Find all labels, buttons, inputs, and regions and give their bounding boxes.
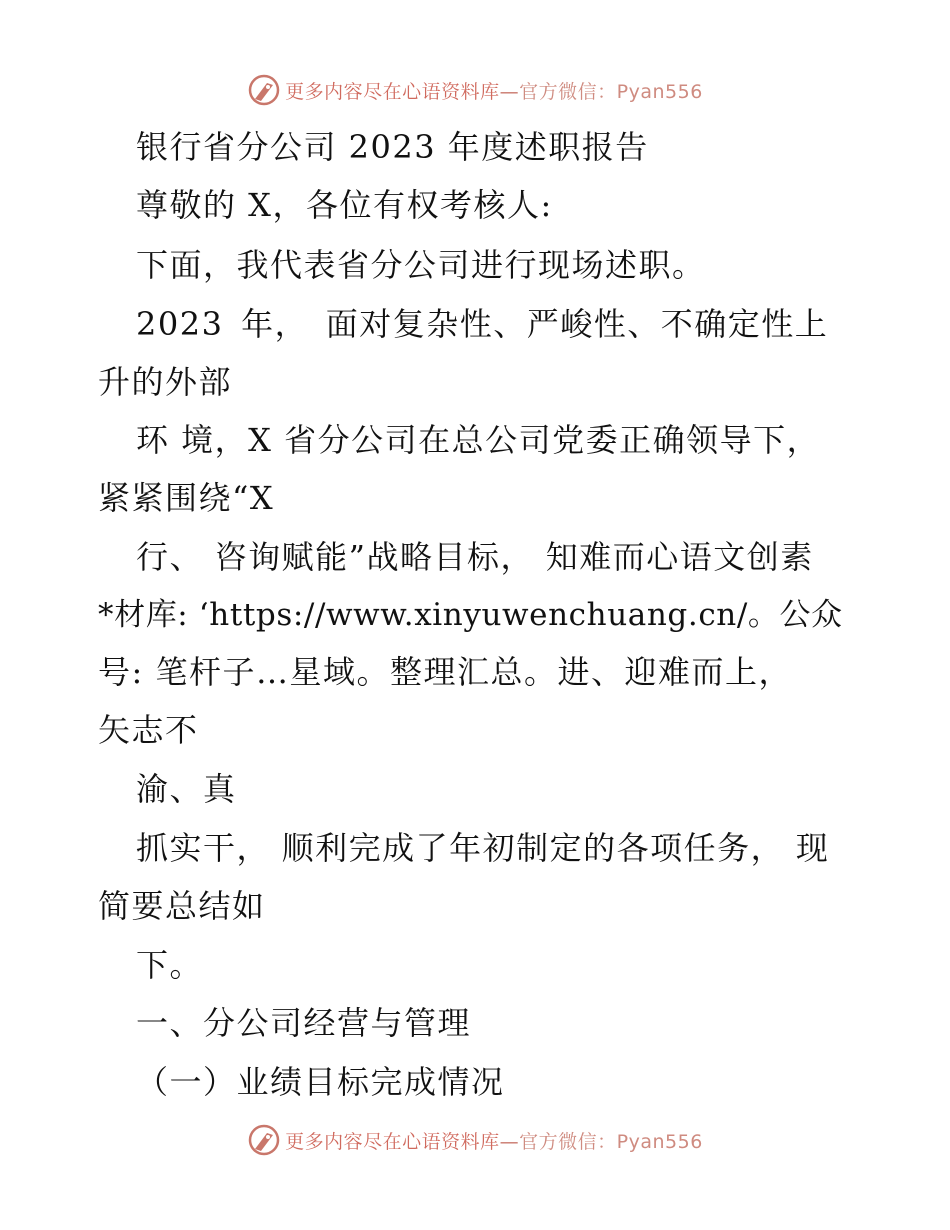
paragraph-line: 渝、真: [136, 770, 237, 808]
paragraph-line: 升的外部: [98, 363, 233, 401]
watermark-brand: 更多内容尽在心语资料库: [285, 80, 500, 103]
paragraph-line: 行、 咨询赋能”战略目标， 知难而心语文创素: [136, 538, 814, 576]
subsection-heading: （一）业绩目标完成情况: [136, 1063, 505, 1101]
section-heading: 一、分公司经营与管理: [136, 1004, 472, 1042]
footer-watermark: [0, 1120, 950, 1160]
paragraph-line: 矢志不: [98, 711, 199, 749]
paragraph-line: 号: 笔杆子…星域。整理汇总。进、迎难而上，: [98, 653, 792, 691]
paragraph-line: 下面，我代表省分公司进行现场述职。: [136, 246, 706, 284]
watermark-contact: 官方微信：Pyan556: [519, 80, 703, 103]
paragraph-line: *材库: ‘https://www.xinyuwenchuang.cn/。公众: [98, 597, 843, 633]
pen-nib-circle-icon: [247, 73, 281, 107]
paragraph-line: 简要总结如: [98, 887, 266, 925]
paragraph-line: 紧紧围绕“X: [98, 479, 275, 517]
paragraph-line: 环 境，X 省分公司在总公司党委正确领导下，: [136, 421, 821, 459]
pen-nib-circle-icon: [247, 1123, 281, 1157]
document-title: 银行省分公司 2023 年度述职报告: [136, 128, 649, 166]
watermark-brand: 更多内容尽在心语资料库: [285, 1130, 500, 1153]
paragraph-line: 抓实干， 顺利完成了年初制定的各项任务， 现: [136, 829, 830, 867]
watermark-separator: —: [499, 1130, 520, 1153]
header-watermark: [0, 70, 950, 110]
paragraph-line: 下。: [136, 946, 204, 984]
watermark-separator: —: [499, 80, 520, 103]
salutation: 尊敬的 X，各位有权考核人:: [136, 186, 553, 224]
watermark-contact: 官方微信：Pyan556: [519, 1130, 703, 1153]
paragraph-line: 2023 年， 面对复杂性、严峻性、不确定性上: [136, 305, 829, 343]
